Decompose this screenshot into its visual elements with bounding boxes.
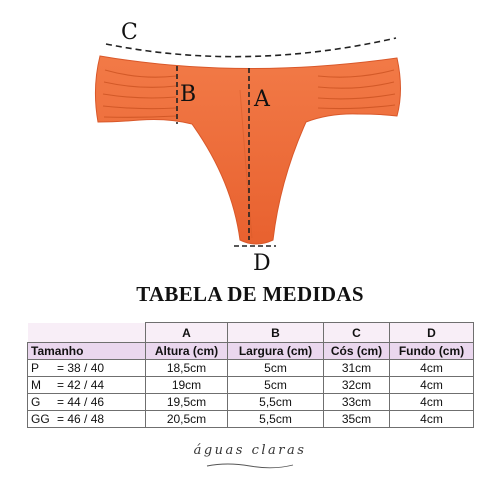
size-code: G (31, 395, 41, 409)
cos-cell: 31cm (324, 360, 390, 377)
header-altura: Altura (cm) (146, 343, 228, 360)
brand-logo-text: águas claras (193, 443, 307, 458)
measure-c-line (106, 38, 396, 57)
size-cell (28, 360, 146, 377)
size-range: = 44 / 46 (57, 395, 105, 409)
measure-letter-row (28, 323, 474, 343)
size-range: = 46 / 48 (57, 412, 105, 426)
letter-a: A (146, 323, 228, 343)
size-cell (28, 411, 146, 428)
bikini-bottom-shape (95, 56, 400, 244)
size-range: = 38 / 40 (57, 361, 105, 375)
largura-cell: 5cm (228, 377, 324, 394)
letter-c: C (324, 323, 390, 343)
altura-cell: 19cm (146, 377, 228, 394)
cos-cell: 35cm (324, 411, 390, 428)
fundo-cell: 4cm (390, 411, 474, 428)
cos-cell: 33cm (324, 394, 390, 411)
header-largura: Largura (cm) (228, 343, 324, 360)
size-range: = 42 / 44 (57, 378, 105, 392)
fundo-cell: 4cm (390, 377, 474, 394)
blank-corner-cell (28, 323, 146, 343)
fundo-cell: 4cm (390, 394, 474, 411)
altura-cell: 20,5cm (146, 411, 228, 428)
altura-cell: 19,5cm (146, 394, 228, 411)
letter-b: B (228, 323, 324, 343)
cos-cell: 32cm (324, 377, 390, 394)
largura-cell: 5,5cm (228, 394, 324, 411)
largura-cell: 5cm (228, 360, 324, 377)
table-row (28, 360, 474, 377)
table-title: TABELA DE MEDIDAS (136, 282, 364, 306)
table-row (28, 394, 474, 411)
label-b: B (180, 82, 197, 107)
label-d: D (253, 251, 271, 276)
table-row (28, 377, 474, 394)
size-code: P (31, 361, 40, 375)
altura-cell: 18,5cm (146, 360, 228, 377)
size-table (27, 322, 474, 428)
header-row (28, 343, 474, 360)
brand-flourish (205, 462, 295, 470)
largura-cell: 5,5cm (228, 411, 324, 428)
size-code: M (31, 378, 41, 392)
size-cell (28, 394, 146, 411)
size-code: GG (31, 412, 50, 426)
size-cell (28, 377, 146, 394)
fundo-cell: 4cm (390, 360, 474, 377)
label-c: C (121, 20, 138, 45)
table-row (28, 411, 474, 428)
label-a: A (254, 87, 270, 112)
header-tamanho: Tamanho (28, 343, 146, 360)
header-fundo: Fundo (cm) (390, 343, 474, 360)
letter-d: D (390, 323, 474, 343)
header-cos: Cós (cm) (324, 343, 390, 360)
